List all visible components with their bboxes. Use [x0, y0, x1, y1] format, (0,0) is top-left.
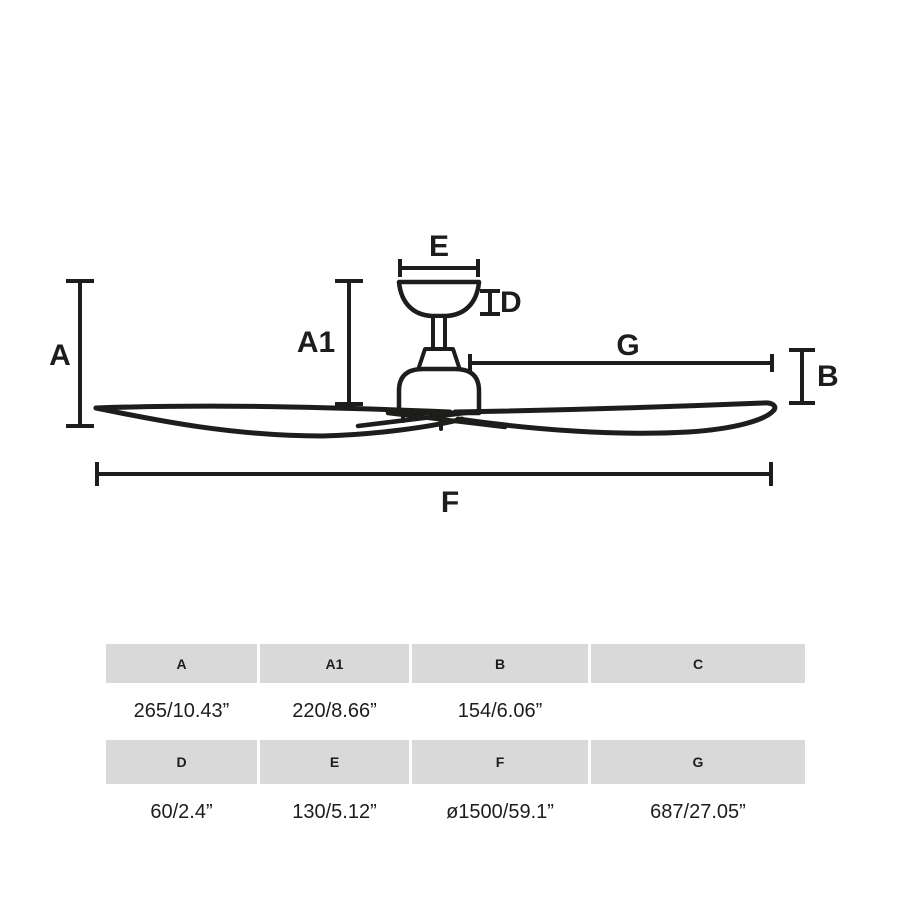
motor-housing [399, 369, 479, 413]
dimension-label-a1: A1 [296, 326, 336, 359]
blade-right-top-edge [455, 403, 775, 412]
fan-drawing [96, 282, 775, 436]
dimension-f [97, 462, 771, 486]
table-value-cell-f: ø1500/59.1” [412, 784, 588, 841]
dimension-label-f: F [440, 486, 460, 519]
dimension-label-a: A [49, 339, 71, 372]
table-value-cell-a: 265/10.43” [106, 683, 257, 740]
table-value-cell-d: 60/2.4” [106, 784, 257, 841]
table-value-cell-e: 130/5.12” [260, 784, 409, 841]
table-header-cell-a1: A1 [260, 644, 409, 683]
table-header-cell-a: A [106, 644, 257, 683]
table-value-cell-c [591, 683, 805, 740]
dimension-label-g: G [616, 329, 640, 362]
table-header-cell-e: E [260, 740, 409, 784]
dimension-a1 [335, 281, 363, 404]
table-value-cell-a1: 220/8.66” [260, 683, 409, 740]
table-header-cell-c: C [591, 644, 805, 683]
dimension-label-b: B [817, 360, 839, 393]
dimension-label-e: E [428, 230, 450, 263]
table-header-cell-d: D [106, 740, 257, 784]
table-value-cell-b: 154/6.06” [412, 683, 588, 740]
dimensions-table [106, 644, 805, 841]
downrod [433, 316, 445, 349]
dimension-label-d: D [500, 286, 522, 319]
table-header-cell-b: B [412, 644, 588, 683]
dimension-d [480, 291, 500, 314]
canopy [399, 282, 479, 316]
table-header-cell-f: F [412, 740, 588, 784]
dimension-b [789, 350, 815, 403]
table-value-cell-g: 687/27.05” [591, 784, 805, 841]
table-header-cell-g: G [591, 740, 805, 784]
